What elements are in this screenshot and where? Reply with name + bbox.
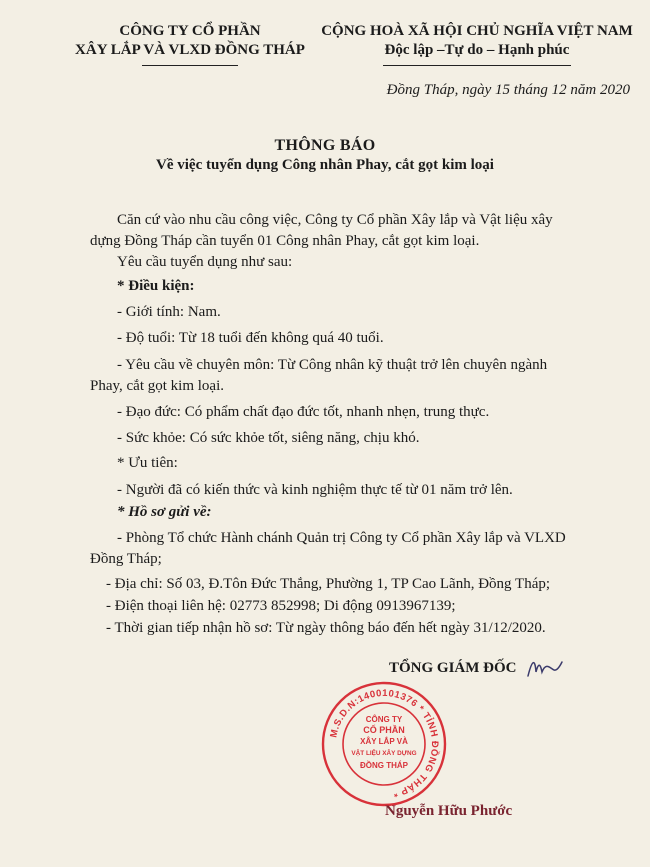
address-item: - Địa chỉ: Số 03, Đ.Tôn Đức Thắng, Phường 1, TP Cao Lãnh, Đồng Tháp; [106, 576, 551, 592]
nation-motto: Độc lập –Tự do – Hạnh phúc [384, 42, 570, 58]
company-name-line1: CÔNG TY CỔ PHẦN [119, 23, 261, 39]
company-header [60, 22, 320, 66]
conditions-heading: * Điều kiện: [117, 278, 195, 294]
health-item: - Sức khỏe: Có sức khỏe tốt, siêng năng, chịu khó. [117, 430, 420, 446]
seal-center-line1: CÔNG TY [365, 715, 403, 724]
priority-heading: * Ưu tiên: [117, 455, 178, 471]
seal-center-line4: VẬT LIỆU XÂY DỰNG [351, 750, 417, 757]
ethics-item: - Đạo đức: Có phẩm chất đạo đức tốt, nhanh nhẹn, trung thực. [117, 404, 490, 420]
handwritten-signature-icon [524, 654, 564, 682]
seal-center-line5: ĐỒNG THÁP [360, 761, 408, 770]
document-date: Đồng Tháp, ngày 15 tháng 12 năm 2020 [386, 82, 630, 98]
requirements-intro: Yêu cầu tuyển dụng như sau: [117, 254, 293, 270]
office-line-2: Đồng Tháp; [90, 551, 162, 567]
document-subtitle: Về việc tuyển dụng Công nhân Phay, cắt gọt kim loại [156, 157, 494, 173]
documents-heading: * Hồ sơ gửi về: [117, 504, 212, 520]
intro-line-1: Căn cứ vào nhu cầu công việc, Công ty Cổ phần Xây lắp và Vật liệu xây [117, 212, 553, 228]
motto-underline [383, 65, 571, 66]
signer-name: Nguyễn Hữu Phước [385, 803, 513, 819]
seal-center-line3: XÂY LẮP VÀ [360, 737, 408, 746]
intro-line-2: dựng Đồng Tháp cần tuyển 01 Công nhân Phay, cắt gọt kim loại. [90, 233, 480, 249]
age-item: - Độ tuổi: Từ 18 tuổi đến không quá 40 tuổi. [117, 330, 384, 346]
company-name-line2: XÂY LẮP VÀ VLXD ĐỒNG THÁP [75, 42, 305, 58]
seal-ring-text: M.S.D.N:1400101376 * TỈNH ĐỒNG THÁP * [328, 687, 441, 800]
company-underline [142, 65, 238, 66]
office-line-1: - Phòng Tổ chức Hành chánh Quản trị Công ty Cổ phần Xây lắp và VLXD [117, 530, 566, 546]
seal-center-line2: CỔ PHẦN [363, 725, 405, 735]
nation-header [318, 22, 636, 66]
phone-item: - Điện thoại liên hệ: 02773 852998; Di động 0913967139; [106, 598, 456, 614]
skill-line-1: - Yêu cầu về chuyên môn: Từ Công nhân kỹ thuật trở lên chuyên ngành [117, 357, 548, 373]
gender-item: - Giới tính: Nam. [117, 304, 221, 320]
signer-title: TỔNG GIÁM ĐỐC [389, 660, 517, 676]
skill-line-2: Phay, cắt gọt kim loại. [90, 378, 225, 394]
priority-item: - Người đã có kiến thức và kinh nghiệm thực tế từ 01 năm trở lên. [117, 482, 513, 498]
document-title: THÔNG BÁO [274, 137, 376, 154]
company-seal-stamp [320, 680, 448, 808]
deadline-item: - Thời gian tiếp nhận hồ sơ: Từ ngày thông báo đến hết ngày 31/12/2020. [106, 620, 546, 636]
nation-name: CỘNG HOÀ XÃ HỘI CHỦ NGHĨA VIỆT NAM [321, 23, 633, 39]
